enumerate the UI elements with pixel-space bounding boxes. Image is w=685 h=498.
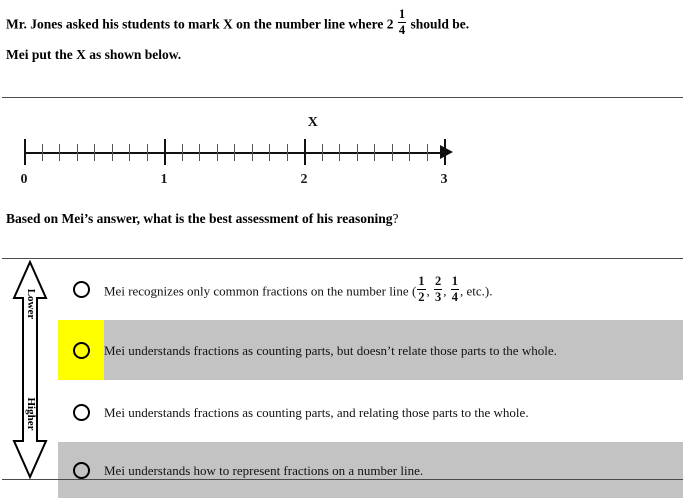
tick-minor [94, 144, 95, 161]
axis-label-3: 3 [440, 172, 448, 187]
axis-label-0: 0 [20, 172, 28, 187]
tick-minor [42, 144, 43, 161]
scale-label-lower: Lower [25, 288, 37, 320]
tick-major-0 [24, 139, 26, 165]
answer-options-list [58, 260, 683, 479]
divider-middle [2, 258, 683, 259]
reasoning-scale-arrow [2, 260, 58, 479]
divider-bottom [2, 479, 683, 480]
answer-option-row[interactable] [58, 442, 683, 498]
tick-major-1 [164, 139, 166, 165]
answer-options-section [0, 260, 685, 479]
radio-button-selected[interactable] [58, 320, 104, 380]
answer-option-row[interactable] [58, 260, 683, 318]
tick-minor [269, 144, 270, 161]
radio-circle-icon[interactable] [73, 462, 90, 479]
axis-arrow-icon [440, 145, 453, 159]
radio-circle-icon[interactable] [73, 404, 90, 421]
answer-option-text [104, 275, 493, 303]
tick-minor [234, 144, 235, 161]
radio-button[interactable] [58, 382, 104, 442]
tick-minor [59, 144, 60, 161]
fraction-numerator: 2 [435, 274, 442, 288]
axis-label-1: 1 [160, 172, 168, 187]
tick-minor [252, 144, 253, 161]
tick-minor [147, 144, 148, 161]
answer-option-text [104, 404, 529, 421]
radio-button[interactable] [58, 442, 104, 498]
answer-option-text-body: Mei understands how to represent fractions on a number line. [104, 462, 424, 478]
inline-fraction [451, 275, 459, 303]
answer-option-text [104, 342, 557, 359]
answer-option-text-body: Mei understands fractions as counting parts, but doesn’t relate those parts to the whole. [104, 342, 557, 358]
radio-circle-icon[interactable] [73, 281, 90, 298]
fraction-separator: , [426, 283, 434, 299]
tick-minor [427, 144, 428, 161]
fraction-numerator: 1 [451, 274, 459, 288]
tick-minor [217, 144, 218, 161]
question-tail: ? [392, 211, 399, 226]
answer-option-text [104, 462, 423, 479]
tick-minor [112, 144, 113, 161]
tick-minor [339, 144, 340, 161]
prompt-line-1-text-after: should be. [410, 16, 470, 32]
tick-minor [129, 144, 130, 161]
inline-fraction [417, 275, 425, 303]
fraction-numerator: 1 [398, 7, 406, 21]
tick-minor [287, 144, 288, 161]
prompt-line-1-text-before: Mr. Jones asked his students to mark X on the number line where 2 [6, 16, 394, 32]
number-line-figure [0, 110, 685, 195]
fraction-denominator: 4 [451, 289, 459, 304]
tick-minor [357, 144, 358, 161]
answer-option-row[interactable] [58, 320, 683, 380]
tick-minor [182, 144, 183, 161]
question-bold-text: Based on Mei’s answer, what is the best assessment of his reasoning [6, 211, 393, 226]
tick-minor [409, 144, 410, 161]
tick-minor [374, 144, 375, 161]
tick-minor [77, 144, 78, 161]
tick-major-3 [444, 139, 446, 165]
divider-top [2, 97, 683, 98]
fraction-separator: , etc.). [460, 283, 493, 299]
answer-option-text-body: Mei understands fractions as counting parts, and relating those parts to the whole. [104, 404, 529, 420]
inline-fraction [434, 275, 442, 303]
fraction-denominator: 4 [398, 22, 406, 37]
fraction-numerator: 1 [418, 274, 425, 288]
radio-circle-icon[interactable] [73, 342, 90, 359]
fraction-separator: , [443, 283, 450, 299]
scale-label-higher: Higher [25, 397, 37, 431]
prompt-line-2: Mei put the X as shown below. [6, 47, 182, 62]
tick-minor [199, 144, 200, 161]
fraction-denominator: 3 [435, 289, 442, 304]
prompt-fraction-one-fourth [398, 8, 406, 36]
fraction-denominator: 2 [418, 289, 425, 304]
question-line [6, 211, 399, 227]
tick-minor [322, 144, 323, 161]
radio-button[interactable] [58, 260, 104, 318]
answer-option-text-body: Mei recognizes only common fractions on the number line ( [104, 283, 417, 299]
tick-minor [392, 144, 393, 161]
tick-major-2 [304, 139, 306, 165]
prompt-line-1 [6, 8, 469, 36]
axis-label-2: 2 [300, 172, 308, 187]
x-marker-label: X [307, 115, 318, 130]
answer-option-row[interactable] [58, 382, 683, 442]
